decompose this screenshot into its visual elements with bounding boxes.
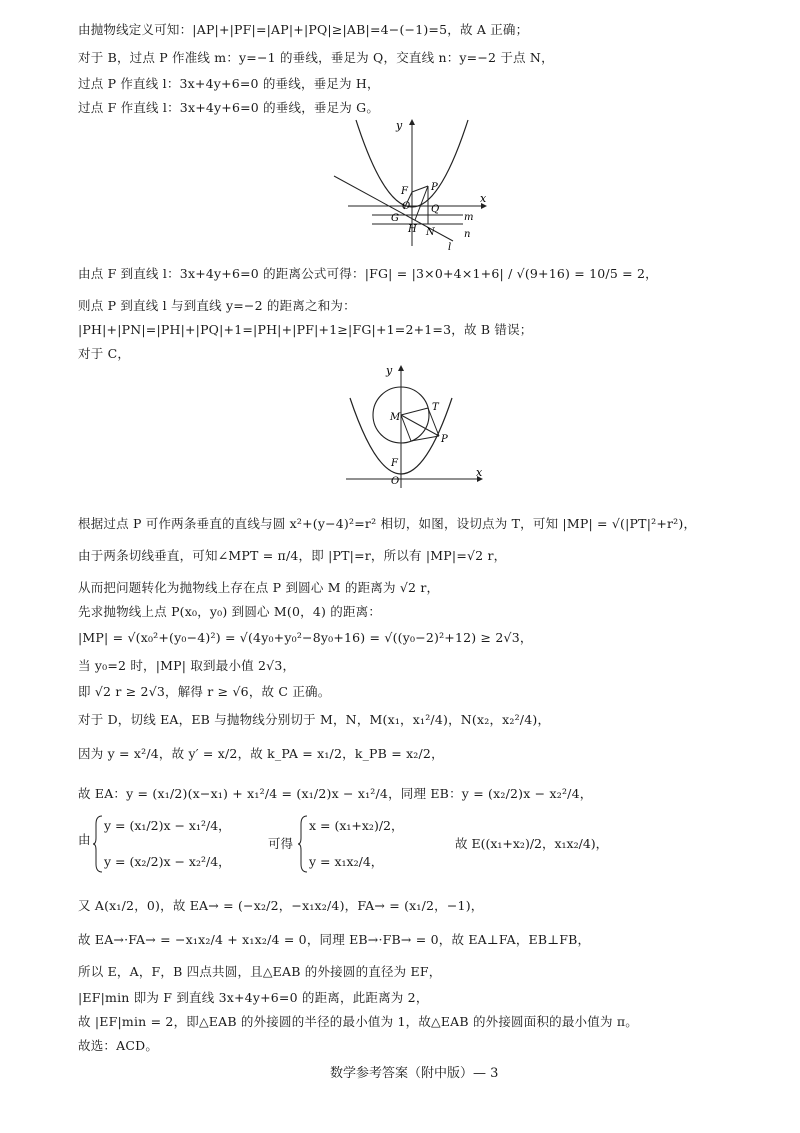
fig2-label-O: O — [391, 476, 400, 487]
fig2-label-T: T — [432, 402, 439, 413]
fig2-label-y: y — [386, 364, 393, 377]
text-line-d1: 对于 D，切线 EA，EB 与抛物线分别切于 M，N，M(x₁，x₁²/4)，N(x₂，x₂²/4)， — [78, 712, 551, 727]
fig2-label-x: x — [476, 466, 483, 479]
text-line-fg-distance: 由点 F 到直线 l：3x+4y+6=0 的距离公式可得：|FG| = |3×0+4×1+6| / √(9+16) = 10/5 = 2， — [78, 266, 658, 281]
system-sol2: y = x₁x₂/4， — [309, 854, 384, 869]
text-line-d7: |EF|min 即为 F 到直线 3x+4y+6=0 的距离，此距离为 2， — [78, 990, 429, 1005]
text-line-d5: 故 EA→·FA→ = −x₁x₂/4 + x₁x₂/4 = 0，同理 EB→·FB→ = 0，故 EA⊥FA，EB⊥FB， — [78, 932, 591, 947]
text-line-c1: 根据过点 P 可作两条垂直的直线与圆 x²+(y−4)²=r² 相切，如图，设切点为 T，可知 |MP| = √(|PT|²+r²)， — [78, 516, 697, 531]
text-line-c2: 由于两条切线垂直，可知∠MPT = π/4，即 |PT|=r，所以有 |MP|=√2 r， — [78, 548, 507, 563]
left-brace-2 — [298, 814, 308, 874]
fig1-label-l: l — [448, 242, 452, 253]
fig1-label-G: G — [391, 213, 399, 224]
fig1-label-m: m — [464, 212, 474, 223]
fig1-label-N: N — [426, 227, 435, 238]
text-line-d8: 故 |EF|min = 2，即△EAB 的外接圆的半径的最小值为 1，故△EAB 的外接圆面积的最小值为 π。 — [78, 1014, 638, 1029]
fig1-label-y: y — [396, 119, 403, 132]
text-line-b2: 过点 P 作直线 l：3x+4y+6=0 的垂线，垂足为 H， — [78, 76, 380, 91]
text-line-d6: 所以 E，A，F，B 四点共圆，且△EAB 的外接圆的直径为 EF， — [78, 964, 442, 979]
system-eq2: y = (x₂/2)x − x₂²/4， — [104, 854, 231, 869]
text-line-c3: 从而把问题转化为抛物线上存在点 P 到圆心 M 的距离为 √2 r， — [78, 580, 440, 595]
text-line-c-intro: 对于 C， — [78, 346, 131, 361]
fig1-label-H: H — [408, 224, 417, 235]
fig1-label-Q: Q — [431, 204, 440, 215]
figure-parabola-lines — [328, 116, 493, 254]
fig1-label-O: O — [402, 201, 411, 212]
text-line-c7: 即 √2 r ≥ 2√3，解得 r ≥ √6，故 C 正确。 — [78, 684, 331, 699]
system-eq1: y = (x₁/2)x − x₁²/4， — [104, 818, 231, 833]
text-line-b4: 则点 P 到直线 l 与到直线 y=−2 的距离之和为： — [78, 298, 356, 313]
text-line-b5: |PH|+|PN|=|PH|+|PQ|+1=|PH|+|PF|+1≥|FG|+1=2+1=3，故 B 错误； — [78, 322, 533, 337]
fig2-label-P: P — [441, 434, 448, 445]
fig1-label-x: x — [480, 192, 487, 205]
text-line-d4: 又 A(x₁/2，0)，故 EA→ = (−x₂/2，−x₁x₂/4)，FA→ = (x₁/2，−1)， — [78, 898, 484, 913]
text-line-b3: 过点 F 作直线 l：3x+4y+6=0 的垂线，垂足为 G。 — [78, 100, 380, 115]
fig2-label-M: M — [390, 412, 401, 423]
fig1-label-P: P — [431, 182, 438, 193]
fig1-label-n: n — [464, 229, 471, 240]
text-line-d3: 故 EA：y = (x₁/2)(x−x₁) + x₁²/4 = (x₁/2)x − x₁²/4，同理 EB：y = (x₂/2)x − x₂²/4， — [78, 786, 593, 801]
system-result: 故 E((x₁+x₂)/2，x₁x₂/4)， — [455, 836, 609, 851]
system-sol1: x = (x₁+x₂)/2， — [309, 818, 404, 833]
text-line-c4: 先求抛物线上点 P(x₀，y₀) 到圆心 M(0，4) 的距离： — [78, 604, 382, 619]
text-line-a: 由抛物线定义可知：|AP|+|PF|=|AP|+|PQ|≥|AB|=4−(−1)=5，故 A 正确； — [78, 22, 529, 37]
figure-parabola-circle — [336, 362, 486, 492]
text-line-answer: 故选：ACD。 — [78, 1038, 159, 1053]
text-line-d2: 因为 y = x²/4，故 y′ = x/2，故 k_PA = x₁/2，k_PB = x₂/2， — [78, 746, 444, 761]
text-line-c6: 当 y₀=2 时，|MP| 取到最小值 2√3， — [78, 658, 296, 673]
left-brace-1 — [93, 814, 103, 874]
system-prefix: 由 — [78, 832, 91, 847]
fig2-label-F: F — [391, 458, 398, 469]
text-line-b1: 对于 B，过点 P 作准线 m：y=−1 的垂线，垂足为 Q，交直线 n：y=−2 于点 N， — [78, 50, 554, 65]
text-line-c5: |MP| = √(x₀²+(y₀−4)²) = √(4y₀+y₀²−8y₀+16) = √((y₀−2)²+12) ≥ 2√3， — [78, 630, 533, 645]
page-footer: 数学参考答案（附中版）— 3 — [330, 1066, 499, 1081]
fig1-label-F: F — [401, 186, 408, 197]
system-mid: 可得 — [268, 836, 294, 851]
